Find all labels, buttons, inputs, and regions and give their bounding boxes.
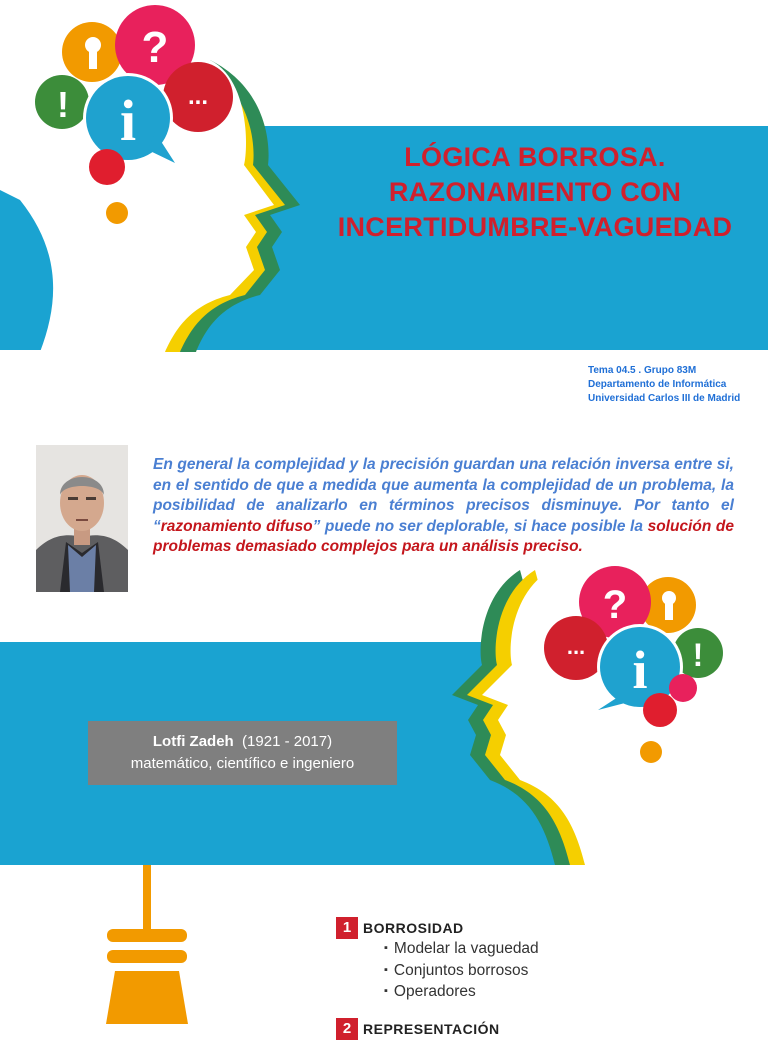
agenda-section-2	[336, 1018, 539, 1040]
head-silhouette-illustration-right	[0, 420, 768, 865]
quote-highlight-2: solución de problemas demasiado complejos para un análisis preciso.	[153, 517, 734, 555]
lamp-illustration	[90, 865, 290, 1024]
slide-title	[300, 140, 770, 245]
title-line-3: INCERTIDUMBRE-VAGUEDAD	[337, 212, 733, 242]
lamp-shade	[106, 971, 188, 1024]
author-years: (1921 - 2017)	[242, 733, 333, 750]
pink-dot	[669, 674, 697, 702]
quote-slide	[0, 420, 768, 865]
slide-subtitle	[588, 364, 740, 406]
exclamation-icon: !	[57, 84, 69, 125]
section-number-1: 1	[336, 917, 358, 939]
info-icon: i	[119, 88, 137, 153]
agenda-slide	[0, 865, 768, 1037]
question-mark-icon: ?	[602, 583, 628, 627]
subtitle-course: Tema 04.5 . Grupo 83M	[588, 365, 697, 376]
author-caption	[88, 721, 397, 785]
info-icon: i	[632, 640, 648, 700]
lamp-cord	[143, 865, 151, 930]
section-number-2: 2	[336, 1018, 358, 1040]
keyhole-icon-stem	[89, 49, 97, 69]
section-title-2: REPRESENTACIÓN	[363, 1020, 500, 1037]
question-mark-icon: ?	[141, 23, 169, 72]
quote-highlight-1: razonamiento difuso	[160, 517, 313, 535]
orange-dot	[640, 741, 662, 763]
dots-icon: ...	[566, 634, 586, 659]
agenda-section-1	[336, 917, 539, 939]
agenda-item: ▪ Operadores	[384, 982, 539, 1004]
title-slide	[0, 0, 768, 420]
red-dot	[89, 149, 125, 185]
orange-dot	[106, 202, 128, 224]
quote-text-2: ” puede no ser deplorable, si hace posible la	[312, 517, 648, 535]
quote-text-1: En general la complejidad y la precisión guardan una relación inversa entre si, en el sentido de que a medida que aumenta la complejidad de un problema, la posibilidad de analizarlo en términos precisos disminuye. Por tanto el “	[153, 456, 734, 535]
red-dot	[643, 693, 677, 727]
exclamation-icon: !	[692, 637, 704, 673]
author-name: Lotfi Zadeh	[152, 733, 234, 750]
subtitle-department: Departamento de Informática	[588, 379, 727, 390]
agenda-list	[336, 917, 539, 1040]
title-line-1: LÓGICA BORROSA.	[404, 142, 666, 172]
agenda-item: ▪ Modelar la vaguedad	[384, 939, 539, 961]
agenda-item: ▪ Conjuntos borrosos	[384, 961, 539, 983]
lamp-ring-2	[107, 950, 187, 963]
lamp-ring-1	[107, 929, 187, 942]
keyhole-icon-stem	[665, 602, 673, 620]
section-title-1: BORROSIDAD	[363, 920, 464, 936]
author-role: matemático, científico e ingeniero	[130, 755, 355, 772]
title-line-2: RAZONAMIENTO CON	[388, 177, 682, 207]
dots-icon: ...	[187, 83, 209, 110]
subtitle-university: Universidad Carlos III de Madrid	[588, 393, 741, 404]
